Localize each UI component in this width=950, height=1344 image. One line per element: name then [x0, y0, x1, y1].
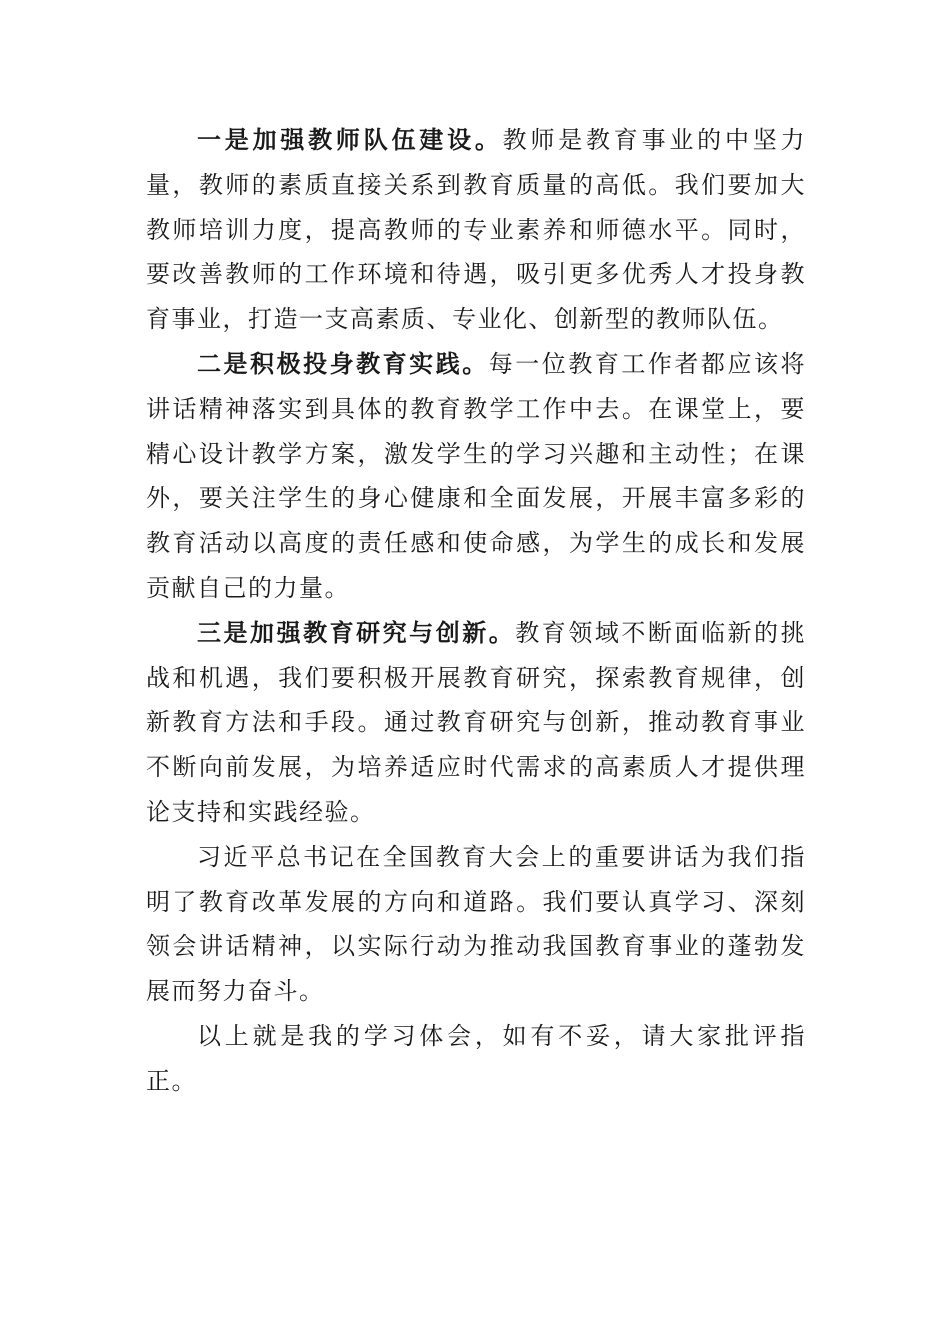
paragraph-conclusion: [146, 835, 806, 1014]
paragraph-text: 教师是教育事业的中坚力量，教师的素质直接关系到教育质量的高低。我们要加大教师培训力度，提高教师的专业素养和师德水平。同时，要改善教师的工作环境和待遇，吸引更多优秀人才投身教育事业，打造一支高素质、专业化、创新型的教师队伍。: [146, 126, 807, 334]
paragraph-closing: [146, 1014, 806, 1104]
paragraph-text: 习近平总书记在全国教育大会上的重要讲话为我们指明了教育改革发展的方向和道路。我们要认真学习、深刻领会讲话精神，以实际行动为推动我国教育事业的蓬勃发展而努力奋斗。: [146, 842, 806, 1006]
paragraph-lead: 三是加强教育研究与创新。: [197, 617, 516, 647]
paragraph-text: 教育领域不断面临新的挑战和机遇，我们要积极开展教育研究，探索教育规律，创新教育方法和手段。通过教育研究与创新，推动教育事业不断向前发展，为培养适应时代需求的高素质人才提供理论支持和实践经验。: [146, 618, 807, 826]
document-body: [146, 118, 806, 1104]
paragraph-lead: 一是加强教师队伍建设。: [197, 125, 503, 154]
paragraph-education-practice: [146, 342, 806, 611]
paragraph-lead: 二是积极投身教育实践。: [197, 348, 489, 378]
paragraph-research-innovation: [146, 611, 806, 835]
paragraph-teacher-team: [146, 118, 806, 342]
paragraph-text: 以上就是我的学习体会，如有不妥，请大家批评指正。: [146, 1021, 806, 1095]
paragraph-text: 每一位教育工作者都应该将讲话精神落实到具体的教育教学工作中去。在课堂上，要精心设计教学方案，激发学生的学习兴趣和主动性；在课外，要关注学生的身心健康和全面发展，开展丰富多彩的教育活动以高度的责任感和使命感，为学生的成长和发展贡献自己的力量。: [146, 349, 806, 602]
